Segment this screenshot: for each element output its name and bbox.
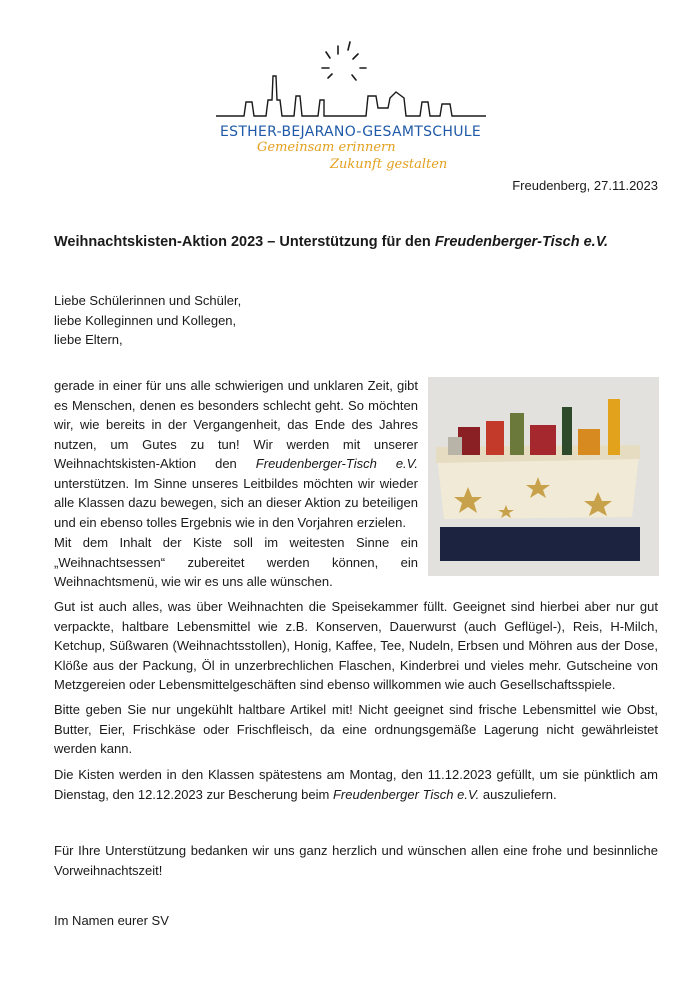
paragraph-thanks: Für Ihre Unterstützung bedanken wir uns ganz herzlich und wünschen allen eine frohe und besinnliche Vorweihnachtszeit! <box>54 843 658 878</box>
greeting <box>54 291 241 350</box>
paragraph-text: unterstützen. Im Sinne unseres Leitbildes möchten wir wieder alle Klassen dazu bewegen, sich an dieser Aktion zu beteiligen und ein ebenso tolles Ergebnis wie in den Vorjahren erzielen. <box>54 475 418 530</box>
paragraph-text: auszuliefern. <box>479 786 557 802</box>
greeting-line: Liebe Schülerinnen und Schüler, <box>54 293 242 308</box>
paragraph-unsuitable-items: Bitte geben Sie nur ungekühlt haltbare Artikel mit! Nicht geeignet sind frische Lebensmittel wie Obst, Butter, Eier, Frischkäse oder Frischfleisch, da eine ordnungsgemäße Lagerung nicht gewährleistet werden kann. <box>54 702 658 756</box>
paragraph-menu: Mit dem Inhalt der Kiste soll im weitesten Sinne ein „Weihnachtsessen“ zubereitet werden können, ein Weihnachtsmenü, wie wir es uns alle wünschen. <box>54 535 418 589</box>
skyline-icon <box>216 76 486 116</box>
sun-icon <box>322 42 366 80</box>
heading-organization: Freudenberger-Tisch e.V. <box>434 234 609 250</box>
heading-main: Weihnachtskisten-Aktion 2023 – Unterstützung für den <box>54 234 435 250</box>
organization-name: Freudenberger-Tisch e.V. <box>255 456 418 471</box>
signature: Im Namen eurer SV <box>54 913 169 928</box>
letter-date: Freudenberg, 27.11.2023 <box>512 178 658 193</box>
school-name: ESTHER-BEJARANO-GESAMTSCHULE <box>220 124 481 140</box>
paragraph-schedule <box>54 765 658 804</box>
paragraph-intro <box>54 376 418 532</box>
letter-heading <box>54 234 654 250</box>
gift-box-photo <box>428 377 659 576</box>
organization-name: Freudenberger Tisch e.V. <box>332 786 480 802</box>
greeting-line: liebe Kolleginnen und Kollegen, <box>54 312 237 328</box>
greeting-line: liebe Eltern, <box>54 332 123 347</box>
paragraph-text: Die Kisten werden in den Klassen spätestens am Montag, den 11.12.2023 gefüllt, um sie pünktlich am Dienstag, den 12.12.2023 zur Bescherung beim <box>54 767 658 802</box>
paragraph-text: gerade in einer für uns alle schwierigen und unklaren Zeit, gibt es Menschen, denen es besonders schlecht geht. So möchten wir, wie bereits in der Vergangenheit, das Ende des Jahres nutzen, um Gutes zu tun! Wir werden mit unserer Weihnachtskisten-Aktion den <box>54 378 418 471</box>
school-motto-line1: Gemeinsam erinnern <box>257 140 396 155</box>
paragraph-suitable-items: Gut ist auch alles, was über Weihnachten die Speisekammer füllt. Geeignet sind hierbei aber nur gut verpackte, haltbare Lebensmittel wie z.B. Konserven, Dauerwurst (auch Geflügel-), Reis, H-Milch, Ketchup, Süßwaren (Weihnachtsstollen), Honig, Kaffee, Tee, Nudeln, Erbsen und Möhren aus der Dose, Klöße aus der Packung, Öl in unzerbrechlichen Flaschen, Kinderbrei und vieles mehr. Gutscheine von Metzgereien oder Lebensmittelgeschäften sind ebenso willkommen wie auch Gesellschaftsspiele. <box>54 599 658 692</box>
school-motto-line2: Zukunft gestalten <box>330 157 448 172</box>
